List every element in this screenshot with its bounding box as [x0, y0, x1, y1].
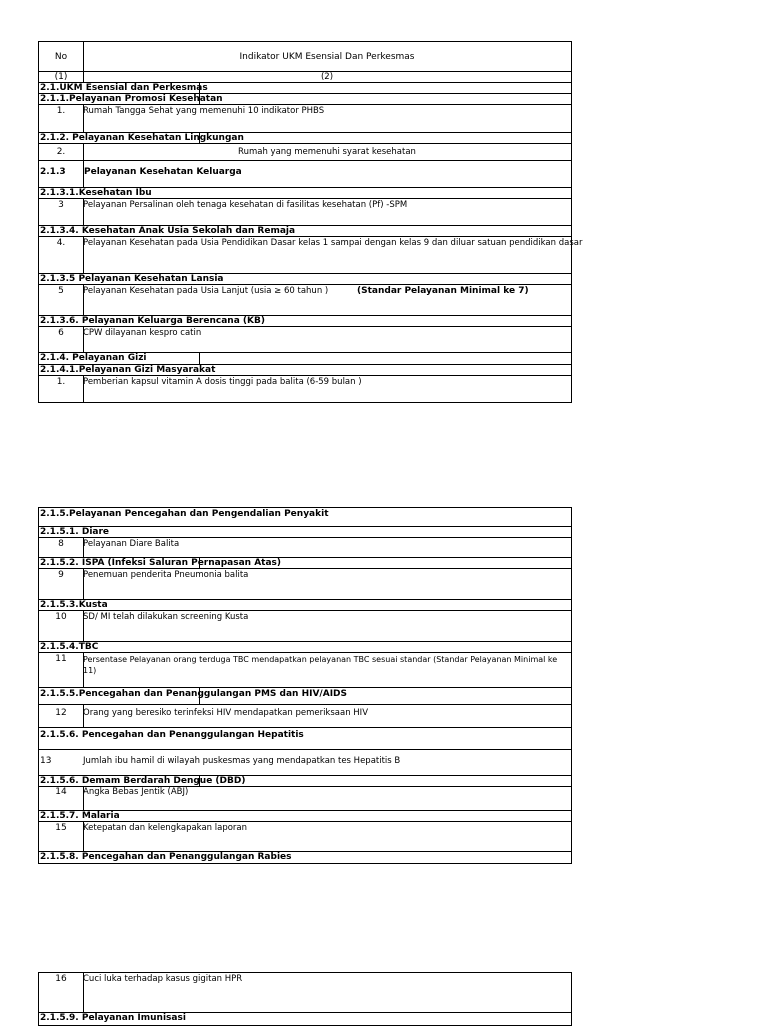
- section-row: [39, 94, 571, 105]
- section-title: 2.1.3.6. Pelayanan Keluarga Berencana (KB): [40, 316, 265, 326]
- row-number: 9: [58, 570, 64, 580]
- row-description: Jumlah ibu hamil di wilayah puskesmas yang mendapatkan tes Hepatitis B: [83, 756, 401, 766]
- row-note: (Standar Pelayanan Minimal ke 7): [357, 286, 529, 296]
- header-title: Indikator UKM Esensial Dan Perkesmas: [239, 51, 415, 62]
- section-row: [39, 811, 571, 822]
- table-header-row: [39, 42, 571, 72]
- section-row: [39, 83, 571, 94]
- section-title: Pelayanan Kesehatan Keluarga: [84, 167, 242, 177]
- row-description: SD/ MI telah dilakukan screening Kusta: [83, 612, 249, 622]
- section-row: [39, 226, 571, 237]
- row-number: 4.: [56, 238, 66, 248]
- row-description: Pelayanan Persalinan oleh tenaga kesehatan di fasilitas kesehatan (Pf) -SPM: [83, 200, 408, 210]
- section-row: [39, 508, 571, 527]
- section-title: 2.1.5.1. Diare: [40, 527, 110, 537]
- section-row: [39, 527, 571, 538]
- section-row: [39, 188, 571, 199]
- section-row: [39, 353, 571, 365]
- section-title: 2.1.3.5 Pelayanan Kesehatan Lansia: [40, 274, 224, 284]
- row-description: Cuci luka terhadap kasus gigitan HPR: [83, 974, 243, 984]
- row-description: Penemuan penderita Pneumonia balita: [83, 570, 249, 580]
- row-number: 2.: [56, 147, 66, 157]
- section-row: [39, 161, 571, 188]
- section-row: [39, 316, 571, 327]
- section-row: [39, 133, 571, 144]
- row-description: Pelayanan Kesehatan pada Usia Pendidikan Dasar kelas 1 sampai dengan kelas 9 dan diluar satuan pendidikan dasar: [83, 238, 583, 248]
- table-row: [39, 199, 571, 226]
- section-title: 2.1.5.6. Demam Berdarah Dengue (DBD): [40, 776, 246, 786]
- section-row: [39, 365, 571, 376]
- table-row: [39, 787, 571, 811]
- col2-number: (2): [320, 72, 334, 82]
- section-title: 2.1.5.8. Pencegahan dan Penanggulangan Rabies: [40, 852, 292, 862]
- table-row: [39, 144, 571, 161]
- row-description: Pemberian kapsul vitamin A dosis tinggi pada balita (6-59 bulan ): [83, 377, 362, 387]
- row-number: 13: [40, 756, 52, 766]
- section-row: [39, 1013, 571, 1025]
- row-description: Ketepatan dan kelengkapakan laporan: [83, 823, 248, 833]
- section-title: 2.1.5.6. Pencegahan dan Penanggulangan Hepatitis: [40, 730, 304, 740]
- section-title: 2.1.5.4.TBC: [40, 642, 99, 652]
- section-row: [39, 558, 571, 569]
- row-number: 5: [58, 286, 64, 296]
- section-row: [39, 852, 571, 863]
- section-title: 2.1.5.2. ISPA (Infeksi Saluran Pernapasan Atas): [40, 558, 282, 568]
- section-row: [39, 776, 571, 787]
- row-number: 16: [55, 974, 67, 984]
- row-number: 12: [55, 708, 67, 718]
- table-row: [39, 569, 571, 600]
- row-description: Orang yang beresiko terinfeksi HIV mendapatkan pemeriksaan HIV: [83, 708, 369, 718]
- section-row: [39, 274, 571, 285]
- row-number: 15: [55, 823, 67, 833]
- row-number: 1.: [56, 377, 66, 387]
- indicator-table-2: [38, 507, 572, 864]
- section-title: 2.1.2. Pelayanan Kesehatan Lingkungan: [40, 133, 244, 143]
- row-number: 10: [55, 612, 67, 622]
- table-row: [39, 237, 583, 274]
- col1-number: (1): [54, 72, 68, 82]
- row-description: Angka Bebas Jentik (ABJ): [83, 787, 189, 797]
- section-title: 2.1.UKM Esensial dan Perkesmas: [40, 83, 208, 93]
- table-row: [39, 376, 571, 402]
- indicator-table-1: [38, 41, 583, 403]
- section-row: [39, 688, 571, 705]
- section-row: [39, 642, 571, 653]
- row-number: 14: [55, 787, 67, 797]
- section-title: 2.1.1.Pelayanan Promosi Kesehatan: [40, 94, 223, 104]
- section-title: 2.1.3.1.Kesehatan Ibu: [40, 188, 152, 198]
- table-row: [39, 538, 571, 558]
- column-number-row: [39, 72, 571, 83]
- section-row: [39, 600, 571, 611]
- table-row: [39, 653, 571, 688]
- table-row: [39, 705, 571, 728]
- table-row: [39, 750, 571, 776]
- table-row: [39, 822, 571, 852]
- section-title: 2.1.5.7. Malaria: [40, 811, 120, 821]
- section-title: 2.1.5.5.Pencegahan dan Penanggulangan PMS dan HIV/AIDS: [40, 689, 347, 699]
- row-number: 6: [58, 328, 64, 338]
- table-row: [39, 105, 571, 133]
- section-title: 2.1.4. Pelayanan Gizi: [40, 353, 147, 363]
- row-description: Rumah yang memenuhi syarat kesehatan: [238, 147, 416, 157]
- header-no: No: [54, 52, 68, 62]
- indicator-table-3: [38, 972, 572, 1026]
- section-title: 2.1.5.9. Pelayanan Imunisasi: [40, 1013, 186, 1023]
- row-number: 11: [55, 654, 67, 664]
- row-number: 8: [58, 539, 64, 549]
- table-row: [39, 973, 571, 1013]
- row-description: Persentase Pelayanan orang terduga TBC mendapatkan pelayanan TBC sesuai standar (Standar Pelayanan Minimal ke 11): [83, 655, 558, 675]
- row-number: 3: [58, 200, 64, 210]
- row-description: Rumah Tangga Sehat yang memenuhi 10 indikator PHBS: [83, 106, 325, 116]
- table-row: [39, 327, 571, 353]
- section-row: [39, 728, 571, 750]
- table-row: [39, 611, 571, 642]
- row-description: CPW dilayanan kespro catin: [83, 328, 202, 338]
- table-row: [39, 285, 571, 316]
- section-number: 2.1.3: [40, 167, 66, 177]
- section-title: 2.1.4.1.Pelayanan Gizi Masyarakat: [40, 365, 216, 375]
- row-number: 1.: [56, 106, 66, 116]
- row-description: Pelayanan Diare Balita: [83, 539, 180, 549]
- row-description: Pelayanan Kesehatan pada Usia Lanjut (usia ≥ 60 tahun ): [83, 286, 329, 296]
- section-title: 2.1.5.Pelayanan Pencegahan dan Pengendalian Penyakit: [40, 509, 329, 519]
- section-title: 2.1.3.4. Kesehatan Anak Usia Sekolah dan Remaja: [40, 226, 296, 236]
- section-title: 2.1.5.3.Kusta: [40, 600, 108, 610]
